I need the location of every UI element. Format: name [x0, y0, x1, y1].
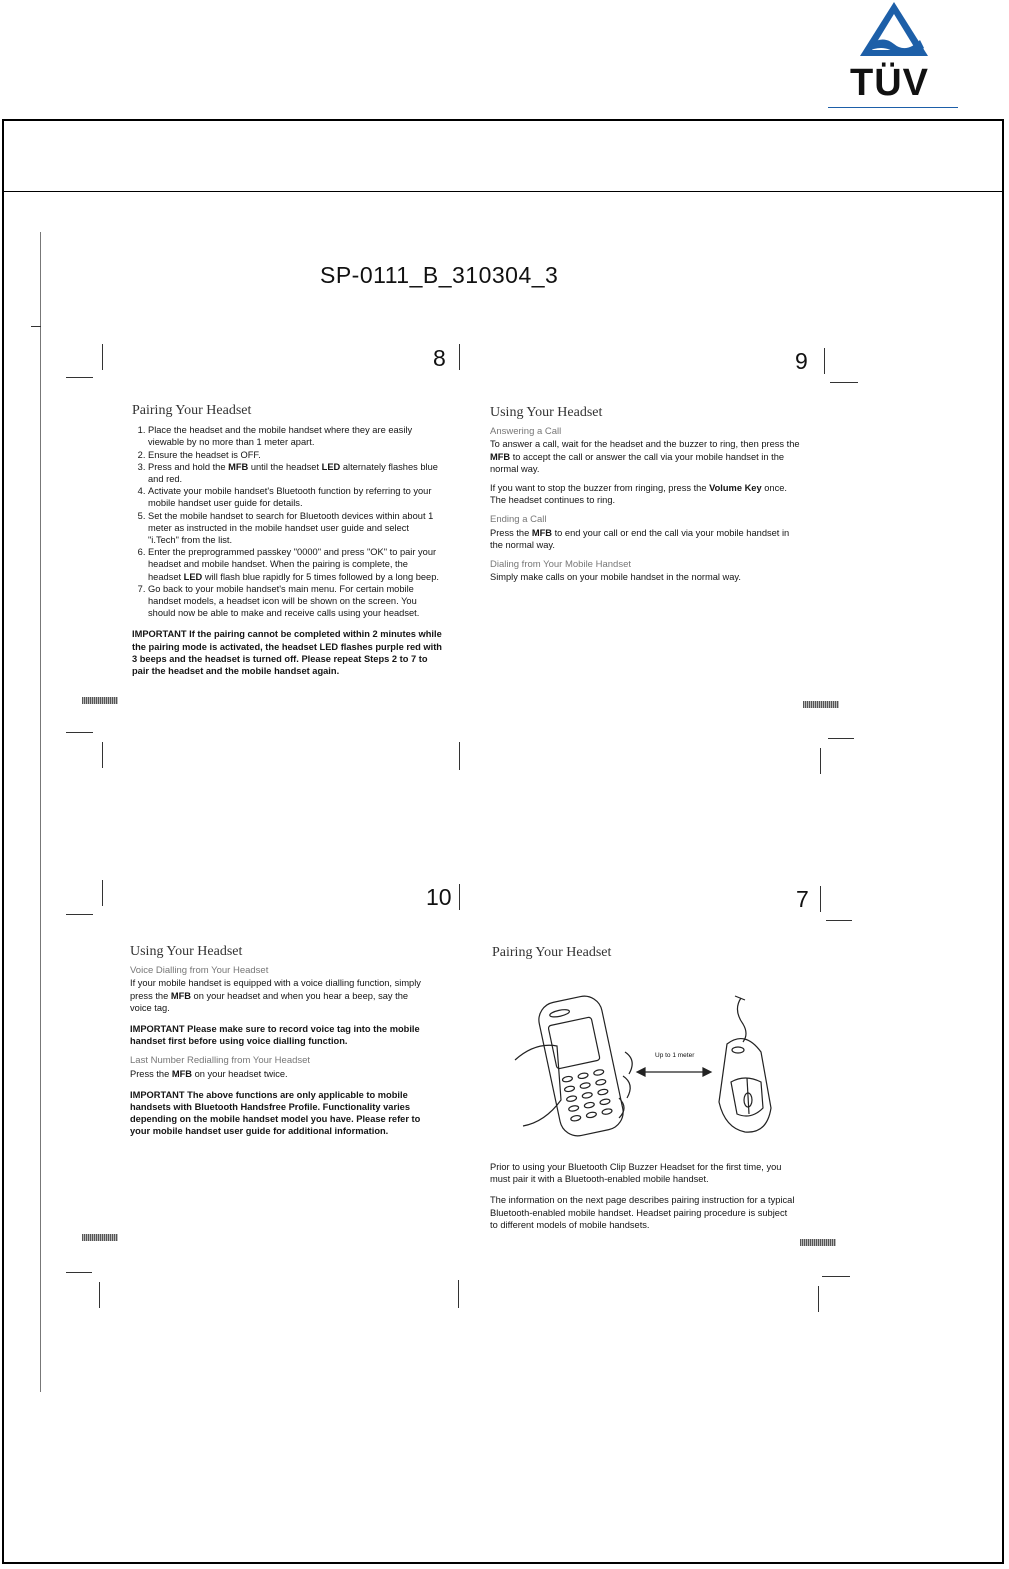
crop-mark: [459, 884, 460, 910]
ending-text: Press the MFB to end your call or end the call via your mobile handset in the normal way.: [490, 527, 790, 550]
distance-label: Up to 1 meter: [655, 1052, 695, 1059]
crop-mark: [102, 880, 103, 906]
page-number-7: 7: [796, 886, 809, 912]
barcode: [800, 1239, 836, 1246]
stop-buzzer-text: If you want to stop the buzzer from ringing, press the Volume Key once. The headset continues to ring.: [490, 483, 787, 506]
ending-subheading: Ending a Call: [490, 514, 547, 526]
page-number-10: 10: [426, 884, 452, 910]
page-7-text: [490, 1161, 795, 1231]
page-8-panel: [132, 405, 442, 677]
page-10-important-note-2: IMPORTANT The above functions are only applicable to mobile handsets with Bluetooth Handsfree Profile. Functionality varies depending on the mobile handset model you have. Please refer to your mobile handset user guide for additional information.: [130, 1089, 421, 1137]
pairing-step: 5. Set the mobile handset to search for Bluetooth devices within about 1 meter as instructed in the mobile handset user guide and select "i.Tech" from the list.: [148, 510, 442, 547]
page-8-important-note: IMPORTANT If the pairing cannot be completed within 2 minutes while the pairing mode is activated, the headset LED flashes purple red with 3 beeps and the headset is turned off. Please repeat Steps 2 to 7 to pair the headset and the mobile handset again.: [132, 629, 442, 677]
page-7-paragraph-2: The information on the next page describes pairing instruction for a typical Bluetooth-enabled mobile handset. Headset pairing procedure is subject to different models of mobile handsets.: [490, 1195, 795, 1230]
page-7-panel: [492, 947, 792, 966]
crop-mark: [820, 886, 821, 912]
page-7-title: Pairing Your Headset: [492, 945, 612, 960]
pairing-step: 7. Go back to your mobile handset's main menu. For certain mobile handset models, a headset icon will be shown on the screen. You should now be able to make and receive calls using your headset.: [148, 583, 442, 620]
crop-mark: [824, 348, 825, 374]
crop-mark: [31, 326, 41, 327]
crop-mark: [459, 742, 460, 770]
crop-mark: [458, 1280, 459, 1308]
pairing-steps-list: [132, 424, 442, 619]
crop-mark: [102, 742, 103, 768]
crop-mark: [66, 732, 93, 733]
pairing-illustration: [505, 990, 775, 1140]
crop-mark: [102, 344, 103, 370]
barcode: [82, 697, 118, 704]
page-number-8: 8: [433, 345, 446, 371]
page-10-important-note-1: IMPORTANT Please make sure to record voice tag into the mobile handset first before using voice dialling function.: [130, 1024, 420, 1047]
page-9-panel: [490, 407, 800, 583]
crop-mark: [99, 1282, 100, 1308]
voice-dialling-subheading: Voice Dialling from Your Headset: [130, 965, 269, 977]
pairing-step: 4. Activate your mobile handset's Bluetooth function by referring to your mobile handset user guide for details.: [148, 485, 442, 509]
crop-mark: [830, 382, 858, 383]
pairing-step: 2. Ensure the headset is OFF.: [148, 449, 442, 461]
pairing-step: 3. Press and hold the MFB until the headset LED alternately flashes blue and red.: [148, 461, 442, 485]
page-10-panel: [130, 946, 430, 1138]
tuv-brand-text: TÜV: [850, 62, 929, 104]
document-id: SP-0111_B_310304_3: [320, 262, 559, 288]
dialing-text: Simply make calls on your mobile handset in the normal way.: [490, 572, 741, 583]
crop-mark: [820, 748, 821, 774]
phone-headset-illustration: [505, 990, 775, 1140]
pairing-step: 1. Place the headset and the mobile handset where they are easily viewable by no more than 1 meter apart.: [148, 424, 442, 448]
crop-mark: [66, 914, 93, 915]
pairing-step: 6. Enter the preprogrammed passkey "0000" and press "OK" to pair your headset and mobile handset. When the pairing is complete, the headset LED will flash blue rapidly for 5 times followed by a long beep.: [148, 546, 442, 583]
voice-dialling-text: If your mobile handset is equipped with a voice dialling function, simply press the MFB on your headset and when you hear a beep, say the voice tag.: [130, 978, 421, 1013]
redial-text: Press the MFB on your headset twice.: [130, 1068, 288, 1079]
dialing-subheading: Dialing from Your Mobile Handset: [490, 559, 631, 571]
page-8-title: Pairing Your Headset: [132, 403, 252, 418]
redial-subheading: Last Number Redialling from Your Headset: [130, 1055, 311, 1067]
answering-text: To answer a call, wait for the headset and the buzzer to ring, then press the MFB to accept the call or answer the call via your mobile handset in the normal way.: [490, 439, 800, 474]
scan-left-edge: [40, 232, 41, 1392]
crop-mark: [828, 738, 854, 739]
barcode: [82, 1234, 118, 1241]
crop-mark: [818, 1286, 819, 1312]
page-7-paragraph-1: Prior to using your Bluetooth Clip Buzzer Headset for the first time, you must pair it with a Bluetooth-enabled mobile handset.: [490, 1162, 782, 1185]
barcode: [803, 701, 839, 708]
crop-mark: [66, 377, 93, 378]
crop-mark: [459, 344, 460, 370]
crop-mark: [826, 920, 852, 921]
page-10-title: Using Your Headset: [130, 944, 243, 959]
page-9-title: Using Your Headset: [490, 405, 603, 420]
page-number-9: 9: [795, 348, 808, 374]
answering-subheading: Answering a Call: [490, 426, 562, 438]
crop-mark: [66, 1272, 92, 1273]
crop-mark: [822, 1276, 850, 1277]
